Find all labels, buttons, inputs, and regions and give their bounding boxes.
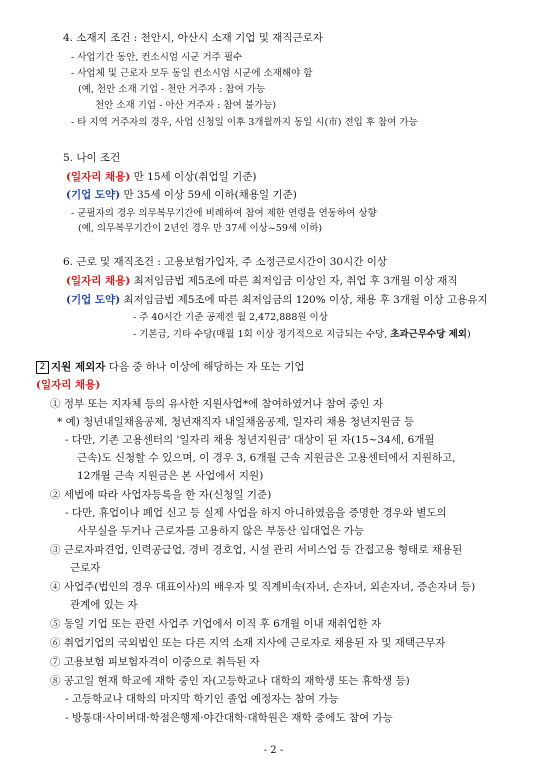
job-text: 최저임금법 제5조에 따른 최저임금 이상인 자, 취업 후 3개월 이상 재직 xyxy=(133,275,458,287)
exclusion-subnote: - 고등학교나 대학의 마지막 학기인 졸업 예정자는 참여 가능 xyxy=(65,693,339,705)
exclusion-title: 지원 제외자 xyxy=(51,361,106,373)
job-tag: (일자리 채용) xyxy=(36,379,101,391)
exclusion-item-cont: 근로자 xyxy=(70,562,101,574)
section-number-box: 2 xyxy=(36,361,49,374)
exclusion-subnote: - 다만, 휴업이나 폐업 신고 등 실제 사업을 하지 아니하였음을 증명한 경우와 별도의 xyxy=(65,507,447,519)
exclusion-item: ⑧ 공고일 현재 학교에 재학 중인 자(고등학교나 대학의 재학생 또는 휴학생 등) xyxy=(50,675,410,687)
section5-corp-line xyxy=(66,188,297,202)
exclusion-subnote: 사무실을 두거나 근로자를 고용하지 않은 부동산 임대업은 가능 xyxy=(77,525,365,537)
exclusion-item: ① 정부 또는 지자체 등의 유사한 지원사업*에 참여하였거나 참여 중인 자 xyxy=(50,398,384,410)
corp-tag: (기업 도약) xyxy=(66,294,121,306)
section4-item: - 사업체 및 근로자 모두 동일 컨소시엄 시군에 소재해야 함 xyxy=(71,68,313,79)
section4-example: 천안 소재 기업 - 아산 거주자 : 참여 불가능) xyxy=(95,100,277,111)
section6-note: - 기본급, 기타 수당(매월 1회 이상 정기적으로 지급되는 수당, 초과근무수당 제외) xyxy=(133,329,471,340)
section6-note: - 주 40시간 기준 공제전 월 2,472,888원 이상 xyxy=(133,312,328,323)
corp-text: 만 35세 이상 59세 이하(채용일 기준) xyxy=(123,189,297,201)
exclusion-item: ② 세법에 따라 사업자등록을 한 자(신청일 기준) xyxy=(50,489,272,501)
exclusion-item: ⑦ 고용보험 피보험자격이 이중으로 취득된 자 xyxy=(50,656,260,668)
section6-corp-line xyxy=(66,293,488,307)
corp-tag: (기업 도약) xyxy=(66,189,121,201)
exclusion-item: ⑤ 동일 기업 또는 관련 사업주 기업에서 이직 후 6개월 이내 재취업한 자 xyxy=(50,618,382,630)
exclusion-item: ③ 근로자파견업, 인력공급업, 경비 경호업, 시설 관리 서비스업 등 간접고용 형태로 채용된 xyxy=(50,544,463,556)
section5-note: - 군필자의 경우 의무복무기간에 비례하여 참여 제한 연령을 연동하여 상향 xyxy=(71,208,377,219)
exclusion-heading xyxy=(36,360,305,374)
section5-title: 5. 나이 조건 xyxy=(63,152,121,164)
exclusion-item: ⑥ 취업기업의 국외법인 또는 다른 지역 소재 지사에 근로자로 채용된 자 및 재택근무자 xyxy=(50,637,446,649)
exclusion-subnote: 12개월 근속 지원금은 본 사업에서 지원) xyxy=(77,470,264,482)
job-tag: (일자리 채용) xyxy=(66,171,131,183)
section6-title: 6. 근로 및 재직조건 : 고용보험가입자, 주 소정근로시간이 30시간 이상 xyxy=(63,256,388,268)
section5-job-line xyxy=(66,170,257,184)
section4-item: - 사업기간 동안, 컨소시엄 시군 거주 필수 xyxy=(71,52,243,63)
job-text: 만 15세 이상(취업일 기준) xyxy=(133,171,257,183)
overtime-exclusion: 초과근무수당 제외 xyxy=(390,329,467,340)
section4-title: 4. 소재지 조건 : 천안시, 아산시 소재 기업 및 재직근로자 xyxy=(63,32,323,44)
exclusion-intro: 다음 중 하나 이상에 해당하는 자 또는 기업 xyxy=(105,361,305,373)
section5-note: (예, 의무복무기간이 2년인 경우 만 37세 이상~59세 이하) xyxy=(78,223,323,234)
section4-item: - 타 지역 거주자의 경우, 사업 신청일 이후 3개월까지 동일 시(市) 전입 후 참여 가능 xyxy=(71,117,418,128)
exclusion-subnote: 근속)도 신청할 수 있으며, 이 경우 3, 6개월 근속 지원금은 고용센터에서 지원하고, xyxy=(77,452,456,464)
exclusion-subnote: - 방통대·사이버대·학점은행제·야간대학·대학원은 재학 중에도 참여 가능 xyxy=(65,712,393,724)
corp-text: 최저임금법 제5조에 따른 최저임금의 120% 이상, 채용 후 3개월 이상 고용유지 xyxy=(123,294,488,306)
section4-example: (예, 천안 소재 기업 - 천안 거주자 : 참여 가능 xyxy=(78,84,266,95)
page-number: - 2 - xyxy=(263,745,284,756)
exclusion-subnote: * 예) 청년내일채움공제, 청년재직자 내일채움공제, 일자리 채용 청년지원금 등 xyxy=(57,416,415,428)
exclusion-item: ④ 사업주(법인의 경우 대표이사)의 배우자 및 직계비속(자녀, 손자녀, 외손자녀, 증손자녀 등) xyxy=(50,581,476,593)
job-tag: (일자리 채용) xyxy=(66,275,131,287)
section6-job-line xyxy=(66,274,458,288)
exclusion-item-cont: 관계에 있는 자 xyxy=(70,599,138,611)
exclusion-subnote: - 다만, 기존 고용센터의 '일자리 채용 청년지원금' 대상이 된 자(15~34세, 6개월 xyxy=(65,434,435,446)
